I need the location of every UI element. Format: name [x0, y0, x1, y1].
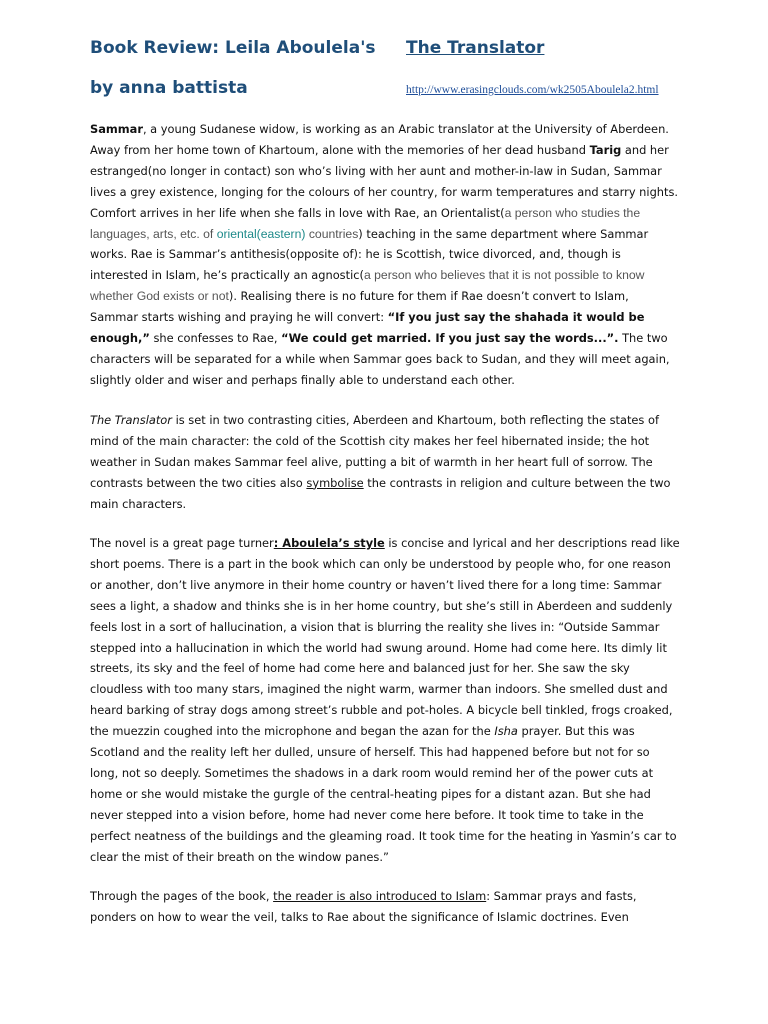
husband-bold: Tarig: [589, 142, 622, 157]
byline-row: [90, 78, 659, 98]
quote-married: “We could get married. If you just say the words...”.: [281, 331, 619, 346]
source-url-link[interactable]: http://www.erasingclouds.com/wk2505Aboulela2.html: [406, 84, 659, 96]
text: is concise and lyrical and her descriptions read like short poems. There is a part in the book which can only be understood by people who, for one reason or another, don’t live anymore in their home country or haven’t lived there for a long time: Sammar sees a light, a shadow and thinks she is in her home country, but she’s still in Aberdeen and suddenly feels lost in a sort of hallucination, a vision that is blurring the reality she lives in: “Outside Sammar stepped into a hallucination in which the world had swung around. Home had come here. Its dimly lit streets, its sky and the feel of home had come here and balanced just for her. She saw the sky cloudless with too many stars, imagined the night warm, warmer than indoors. She smelled dust and heard barking of stray dogs among street’s rubble and pot-holes. A bicycle bell tinkled, frogs croaked, the muezzin coughed into the microphone and began the azan for the: [90, 536, 680, 739]
title-row: [90, 38, 545, 58]
symbolise-link[interactable]: symbolise: [306, 475, 364, 490]
text: ) teaching in the same department where Sammar works. Rae is Sammar’s antithesis(opposite of): he is Scottish, twice divorced, and, though is interested in Islam, he’s practically an agnostic(: [90, 226, 649, 283]
text: and her estranged(no longer in contact) son who’s living with her aunt and mother-in-law in Sudan, Sammar lives a grey existence, longing for the colours of her country, for warm temperatures and starry nights. Comfort arrives in her life when she falls in love with Rae, an Orientalist(: [90, 142, 679, 220]
islam-link[interactable]: the reader is also introduced to Islam: [273, 889, 487, 903]
text: is set in two contrasting cities, Aberdeen and Khartoum, both reflecting the states of mind of the main character: the cold of the Scottish city makes her feel hibernated inside; the hot weather in Sudan makes Sammar feel alive, putting a bit of warmth in her heart full of sorrow. The contrasts between the two cities also: [90, 413, 659, 490]
gloss-agnostic: a person who believes that it is not possible to know whether God exists or not: [90, 268, 645, 304]
paragraph-3: [90, 533, 680, 868]
isha-italic: Isha: [494, 724, 518, 739]
paragraph-1: [90, 119, 680, 391]
paragraph-4: [90, 886, 680, 928]
text: The two characters will be separated for a while when Sammar goes back to Sudan, and they will meet again, slightly older and wiser and perhaps finally able to understand each other.: [90, 331, 670, 387]
book-title-link[interactable]: The Translator: [406, 38, 545, 58]
gloss-orientalist: a person who studies the languages, arts, etc. of: [90, 205, 641, 241]
gloss-oriental: oriental(eastern): [216, 226, 306, 241]
text: ). Realising there is no future for them if Rae doesn’t convert to Islam, Sammar starts wishing and praying he will convert:: [90, 289, 629, 325]
style-link[interactable]: : Aboulela’s style: [273, 536, 385, 550]
text: : Sammar prays and fasts, ponders on how to wear the veil, talks to Rae about the significance of Islamic doctrines. Even: [90, 889, 637, 924]
byline: by anna battista: [90, 78, 248, 98]
page-title: Book Review: Leila Aboulela's: [90, 38, 376, 58]
text: she confesses to Rae,: [149, 331, 282, 346]
text: , a young Sudanese widow, is working as an Arabic translator at the University of Aberdeen. Away from her home town of Khartoum, alone with the memories of her dead husband: [90, 122, 669, 157]
name-bold: Sammar: [90, 122, 143, 136]
paragraph-2: [90, 410, 680, 515]
text: Through the pages of the book,: [90, 889, 274, 903]
gloss-countries: countries: [305, 226, 359, 241]
text: The novel is a great page turner: [90, 536, 274, 550]
text: prayer. But this was Scotland and the reality left her dulled, unsure of herself. This had happened before but not for so long, not so deeply. Sometimes the shadows in a dark room would remind her of the power cuts at home or she would mistake the gurgle of the central-heating pipes for a distant azan. But she had never stepped into a vision before, home had never come here before. It took time to take in the perfect neatness of the buildings and the gleaming road. It took time for the heating in Yasmin’s car to clear the mist of their breath on the window panes.”: [90, 724, 677, 864]
text: the contrasts in religion and culture between the two main characters.: [90, 475, 671, 511]
book-title-italic: The Translator: [90, 413, 172, 427]
quote-shahada: “If you just say the shahada it would be enough,”: [90, 310, 645, 346]
